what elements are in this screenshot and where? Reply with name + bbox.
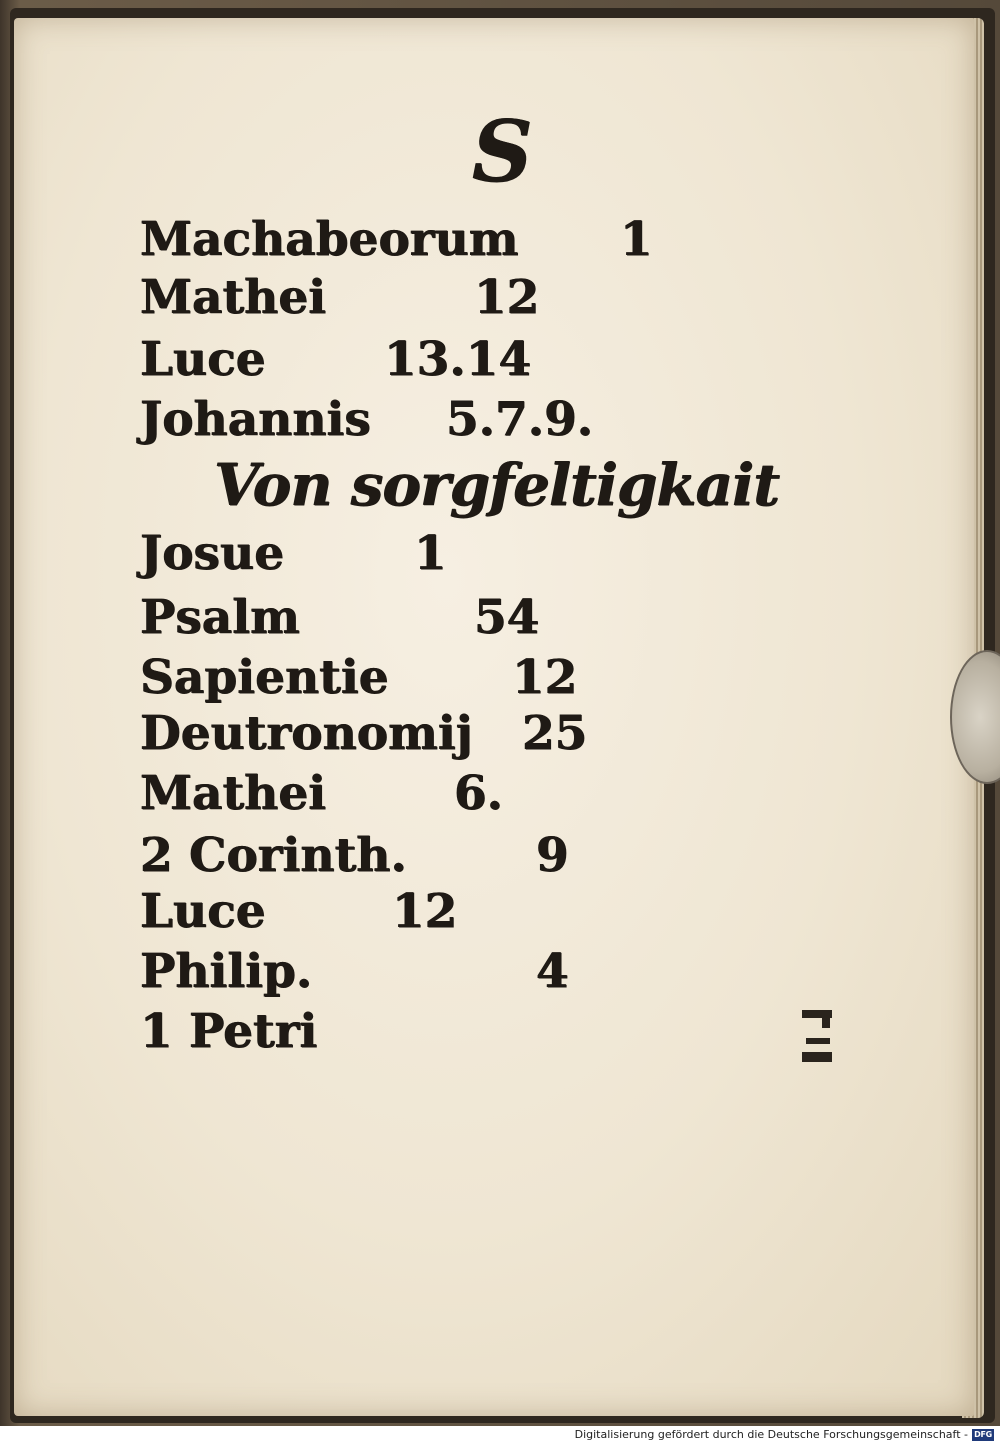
entry-ref: 13.14 — [384, 332, 532, 387]
entry-ref: 12 — [392, 884, 458, 939]
printers-mark-icon — [800, 1008, 834, 1070]
section-heading: Von sorgfeltigkait — [214, 451, 780, 519]
entry-ref: 1 — [414, 526, 447, 581]
entry-name: Sapientie — [140, 650, 389, 705]
entry-ref: 12 — [512, 650, 578, 705]
entry-ref: 12 — [474, 270, 540, 325]
entry-name: Deutronomij — [140, 706, 473, 761]
entry-ref: 1 — [620, 212, 653, 267]
dfg-logo-icon: DFG — [972, 1429, 994, 1441]
entry-ref: 4 — [536, 944, 569, 999]
entry-name: Mathei — [140, 270, 327, 325]
entry-ref: 9 — [536, 828, 569, 883]
entry-name: Machabeorum — [140, 212, 519, 267]
entry-name: Luce — [140, 332, 266, 387]
entry-ref: 25 — [522, 706, 588, 761]
entry-name: 1 Petri — [140, 1004, 318, 1059]
entry-name: 2 Corinth. — [140, 828, 407, 883]
entry-name: Mathei — [140, 766, 327, 821]
entry-ref: 54 — [474, 590, 540, 645]
footer-credit: Digitalisierung gefördert durch die Deutsche Forschungsgemeinschaft - — [574, 1428, 968, 1441]
signature-mark: S — [472, 102, 533, 201]
entry-name: Luce — [140, 884, 266, 939]
entry-name: Psalm — [140, 590, 300, 645]
entry-name: Philip. — [140, 944, 313, 999]
entry-ref: 5.7.9. — [446, 392, 594, 447]
footer-bar — [0, 1426, 1000, 1444]
entry-name: Johannis — [140, 392, 371, 447]
entry-ref: 6. — [454, 766, 504, 821]
book-page — [14, 18, 974, 1416]
entry-name: Josue — [140, 526, 285, 581]
